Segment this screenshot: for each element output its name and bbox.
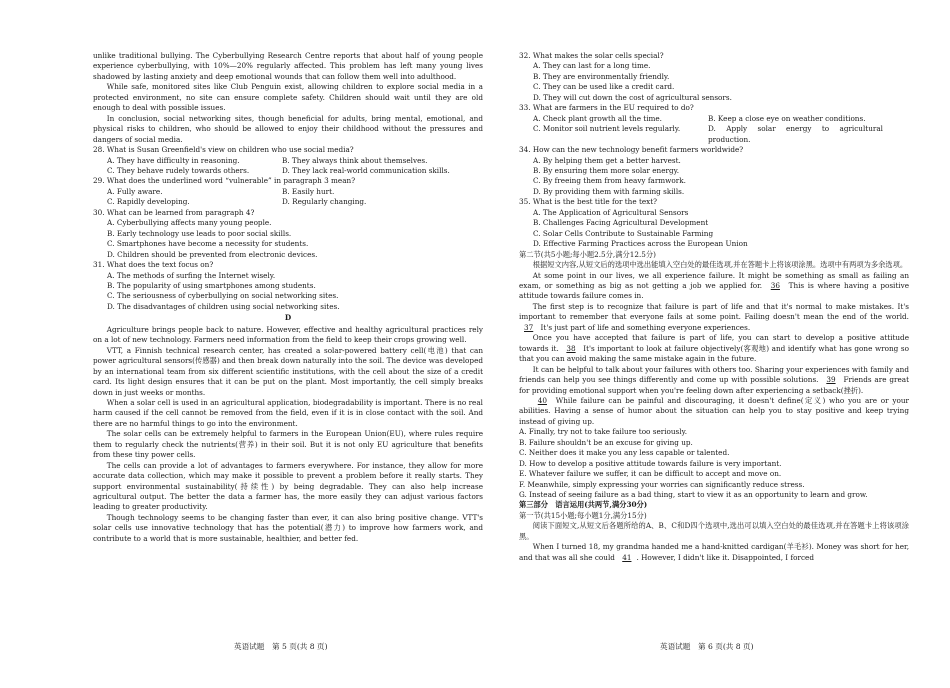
q34-option-c: C. By freeing them from heavy farmwork. — [533, 176, 686, 186]
q28-option-a: A. They have difficulty in reasoning. — [107, 155, 240, 165]
failure-paragraph-1 — [519, 271, 909, 302]
blank-38: 38 — [566, 343, 576, 353]
passage-c-paragraph: While safe, monitored sites like Club Penguin exist, allowing children to explore social media in a protected environment, no site can ensure complete safety. Children should wait until they are old enough to deal with possible issues. — [93, 82, 483, 113]
choice-b: B. Failure shouldn't be an excuse for giving up. — [519, 437, 693, 447]
passage-d-paragraph-1: Agriculture brings people back to nature. However, effective and healthy agricultural practices rely on a lot of new technology. Farmers need information from the field to keep their crops growing well. — [93, 324, 483, 345]
q28-option-d: D. They lack real-world communication skills. — [282, 165, 450, 175]
failure-p3-text-b: It's important to look at failure objectively(客观地) and identify what has gone wrong so that you can avoid making the same mistake again in the future. — [519, 343, 910, 364]
q35-option-c: C. Solar Cells Contribute to Sustainable Farming — [533, 228, 714, 238]
failure-paragraph-5 — [519, 396, 909, 427]
q29-option-d: D. Regularly changing. — [282, 197, 367, 207]
q28-option-b: B. They always think about themselves. — [282, 155, 428, 165]
q33-option-c: C. Monitor soil nutrient levels regularly. — [533, 124, 681, 134]
question-35: 35. What is the best title for the text? — [519, 197, 658, 207]
part2-instructions: 根据短文内容,从短文后的选项中选出能填入空白处的最佳选项,并在答题卡上将该项涂黑。选项中有两项为多余选项。 — [532, 260, 908, 270]
q33-option-a: A. Check plant growth all the time. — [533, 113, 662, 123]
part3-subheading: 第一节(共15小题;每小题1分,满分15分) — [519, 510, 647, 520]
q31-option-a: A. The methods of surfing the Internet wisely. — [107, 270, 276, 280]
q31-option-c: C. The seriousness of cyberbullying on social networking sites. — [107, 291, 339, 301]
q28-options-row1 — [107, 156, 483, 166]
q29-option-a: A. Fully aware. — [107, 186, 163, 196]
failure-paragraph-3 — [519, 333, 909, 364]
q30-option-a: A. Cyberbullying affects many young people. — [107, 218, 272, 228]
blank-37: 37 — [524, 322, 534, 332]
q29-option-b: B. Easily hurt. — [282, 186, 335, 196]
section-d-heading: D — [284, 313, 292, 323]
part2-heading: 第二节(共5小题;每小题2.5分,满分12.5分) — [519, 249, 656, 259]
q28-options-row2 — [107, 166, 483, 176]
q34-option-a: A. By helping them get a better harvest. — [533, 155, 681, 165]
question-32: 32. What makes the solar cells special? — [519, 51, 664, 60]
q30-option-c: C. Smartphones have become a necessity for students. — [107, 239, 309, 249]
footer-page-6: 英语试题 第 6 页(共 8 页) — [660, 642, 754, 651]
q32-option-a: A. They can last for a long time. — [533, 61, 651, 71]
q30-option-b: B. Early technology use leads to poor social skills. — [107, 228, 292, 238]
passage-c-conclusion: In conclusion, social networking sites, though beneficial for adults, bring mental, emotional, and physical risks to children, who should be allowed to enjoy their childhood without the pressures and dangers of social media. — [93, 113, 483, 144]
passage-d-paragraph-5: The cells can provide a lot of advantages to farmers everywhere. For instance, they allow for more accurate data collection, which may make it possible to prevent a problem before it really starts. They support environmental sustainability(持续性) by being degradable. They can also help increase agricultural output. The better the data a farmer has, the more easily they can adjust various factors leading to greater productivity. — [93, 460, 483, 512]
failure-p4-text-b: Friends are great for providing emotional support when you're feeling down after experiencing a setback(挫折). — [519, 375, 909, 395]
q31-option-d: D. The disadvantages of children using social networking sites. — [107, 301, 340, 311]
passage-d-paragraph-3: When a solar cell is used in an agricultural application, biodegradability is important. There is no real harm caused if the cell cannot be removed from the field, even if it is in close contact with the soil. And there are no harmful things to go into the environment. — [93, 397, 483, 428]
q32-option-d: D. They will cut down the cost of agricultural sensors. — [533, 92, 732, 102]
failure-p4-text-a: It can be helpful to talk about your failures with others too. Sharing your experiences with family and friends can help you see things differently and come up with possible solutions. — [519, 364, 909, 385]
q30-option-d: D. Children should be prevented from electronic devices. — [107, 249, 318, 259]
failure-p1-text-a: At some point in our lives, we all experience failure. It might be something as small as failing an exam, or something as big as not getting a job we applied for. — [519, 270, 909, 290]
failure-p3-text-a: Once you have accepted that failure is part of life, you can start to develop a positive attitude towards it. — [519, 333, 909, 353]
question-33: 33. What are farmers in the EU required to do? — [519, 103, 694, 113]
q34-option-b: B. By ensuring them more solar energy. — [533, 165, 680, 175]
q33-options-row2 — [533, 124, 909, 145]
q32-option-b: B. They are environmentally friendly. — [533, 71, 670, 81]
question-29: 29. What does the underlined word “vulnerable” in paragraph 3 mean? — [93, 176, 356, 186]
failure-paragraph-2 — [519, 302, 909, 333]
passage-d-paragraph-4: The solar cells can be extremely helpful to farmers in the European Union(EU), where rules require them to regularly check the nutrients(营养) in their soil. But it is not only EU agriculture that benefits from these tiny power cells. — [93, 429, 483, 460]
question-34: 34. How can the new technology benefit farmers worldwide? — [519, 145, 744, 155]
q33-option-b: B. Keep a close eye on weather conditions. — [708, 113, 866, 123]
failure-p2-text-b: It's just part of life and something everyone experiences. — [540, 322, 751, 332]
choice-c: C. Neither does it make you any less capable or talented. — [519, 448, 730, 458]
passage-c-ending: unlike traditional bullying. The Cyberbullying Research Centre reports that about half of young people experience cyberbullying, with 10%—20% regularly affected. This problem has left many young lives shadowed by lasting anxiety and deep emotional wounds that can follow them well into adulthood. — [93, 51, 483, 81]
q35-option-d: D. Effective Farming Practices across the European Union — [533, 239, 748, 249]
q34-option-d: D. By providing them with farming skills. — [533, 186, 685, 196]
q31-option-b: B. The popularity of using smartphones among students. — [107, 280, 316, 290]
q32-option-c: C. They can be used like a credit card. — [533, 82, 675, 92]
q29-options-row2 — [107, 197, 483, 207]
choice-a: A. Finally, try not to take failure too seriously. — [519, 427, 688, 437]
passage-d-paragraph-2: VTT, a Finnish technical research center, has created a solar-powered battery cell(电池) that can power agricultural sensors(传感器) and then break down naturally into the soil. The device was developed by an international team from six different scientific institutions, with the cell about the size of a credit card. Its light design ensures that it can be put on the plant. Most importantly, the cell simply breaks down in just weeks or months. — [93, 345, 483, 397]
left-column — [93, 51, 483, 544]
question-30: 30. What can be learned from paragraph 4? — [93, 207, 255, 217]
cloze-text-b: . However, I didn't like it. Disappointed, I forced — [636, 552, 814, 562]
failure-paragraph-4 — [519, 365, 909, 396]
q28-option-c: C. They behave rudely towards others. — [107, 165, 250, 175]
choice-f: F. Meanwhile, simply expressing your worries can significantly reduce stress. — [519, 479, 805, 489]
blank-36: 36 — [770, 280, 780, 290]
q33-option-d: D. Apply solar energy to agricultural production. — [708, 124, 883, 144]
failure-p5-text: While failure can be painful and discouraging, it doesn't define(定义) who you are or your abilities. Having a sense of humor about the situation can help you to stay positive and keep trying instead of giving up. — [519, 395, 910, 426]
q35-option-a: A. The Application of Agricultural Sensors — [533, 207, 689, 217]
choice-d: D. How to develop a positive attitude towards failure is very important. — [519, 458, 782, 468]
right-column — [519, 51, 909, 563]
blank-41: 41 — [622, 552, 632, 562]
q35-option-b: B. Challenges Facing Agricultural Development — [533, 218, 709, 228]
q29-options-row1 — [107, 187, 483, 197]
failure-p1-text-b: This is where having a positive attitude towards failure comes in. — [519, 280, 909, 301]
choice-e: E. Whatever failure we suffer, it can be difficult to accept and move on. — [519, 469, 782, 479]
part3-instructions: 阅读下面短文,从短文后各题所给的A、B、C和D四个选项中,选出可以填入空白处的最佳选项,并在答题卡上将该项涂黑。 — [519, 521, 909, 541]
q29-option-c: C. Rapidly developing. — [107, 197, 190, 207]
part3-heading: 第三部分 语言运用(共两节,满分30分) — [519, 500, 648, 510]
blank-40: 40 — [537, 395, 547, 405]
question-31: 31. What does the text focus on? — [93, 260, 214, 270]
cloze-text-a: When I turned 18, my grandma handed me a hand-knitted cardigan(羊毛衫). Money was short for her, and that was all she could — [519, 542, 909, 562]
choice-g: G. Instead of seeing failure as a bad thing, start to view it as an opportunity to learn and grow. — [519, 490, 868, 500]
question-28: 28. What is Susan Greenfield's view on children who use social media? — [93, 145, 354, 155]
blank-39: 39 — [826, 375, 836, 385]
q33-options-row1 — [533, 114, 909, 124]
cloze-paragraph — [519, 542, 909, 563]
footer-page-5: 英语试题 第 5 页(共 8 页) — [234, 642, 328, 651]
passage-d-paragraph-6: Though technology seems to be changing faster than ever, it can also bring positive change. VTT's solar cells use innovative technology that has the potential(潜力) to improve how farmers work, and contribute to a world that is more sustainable, healthier, and better fed. — [93, 512, 483, 543]
failure-p2-text-a: The first step is to recognize that failure is part of life and that it's normal to make mistakes. It's important to remember that everyone fails at some point. Failing doesn't mean the end of the world. — [519, 301, 909, 322]
